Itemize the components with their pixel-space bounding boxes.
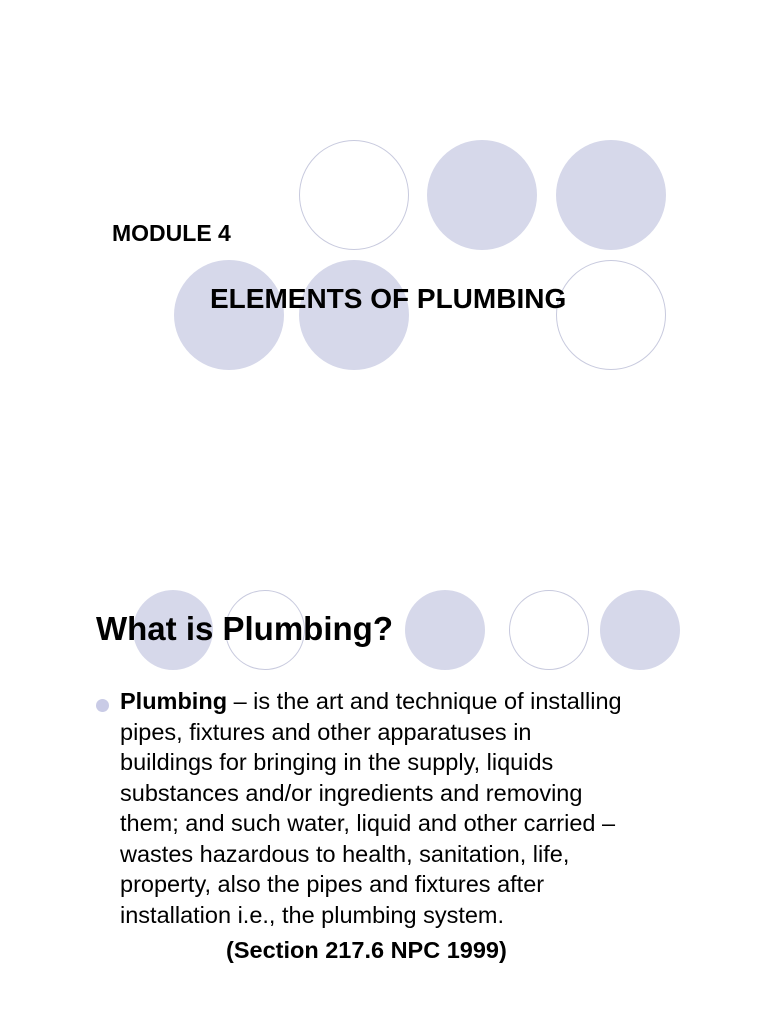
- decor-circle: [509, 590, 589, 670]
- slide-definition: [0, 512, 768, 1024]
- module-label: MODULE 4: [112, 220, 231, 246]
- decor-circle: [299, 140, 409, 250]
- definition-line: substances and/or ingredients and removing: [120, 779, 583, 806]
- citation: (Section 217.6 NPC 1999): [226, 937, 507, 963]
- slide-title-text: ELEMENTS OF PLUMBING: [210, 283, 567, 314]
- decor-circle: [174, 260, 284, 370]
- decor-circle: [556, 140, 666, 250]
- decor-circle: [427, 140, 537, 250]
- decor-circle: [405, 590, 485, 670]
- decor-circle: [556, 260, 666, 370]
- definition-line: property, also the pipes and fixtures after: [120, 871, 545, 897]
- bullet-icon: [96, 699, 109, 712]
- definition-line: installation i.e., the plumbing system.: [120, 901, 505, 928]
- definition-line: pipes, fixtures and other apparatuses in: [120, 718, 532, 745]
- definition-text: [120, 686, 720, 930]
- definition-line: – is the art and technique of installing: [227, 688, 622, 714]
- definition-term: Plumbing: [120, 688, 228, 714]
- definition-line: them; and such water, liquid and other carried –: [120, 810, 616, 836]
- slide-heading: What is Plumbing?: [96, 610, 393, 647]
- definition-line: buildings for bringing in the supply, liquids: [120, 749, 554, 775]
- decor-circle: [299, 260, 409, 370]
- decor-circle: [600, 590, 680, 670]
- definition-line: wastes hazardous to health, sanitation, life,: [120, 840, 570, 867]
